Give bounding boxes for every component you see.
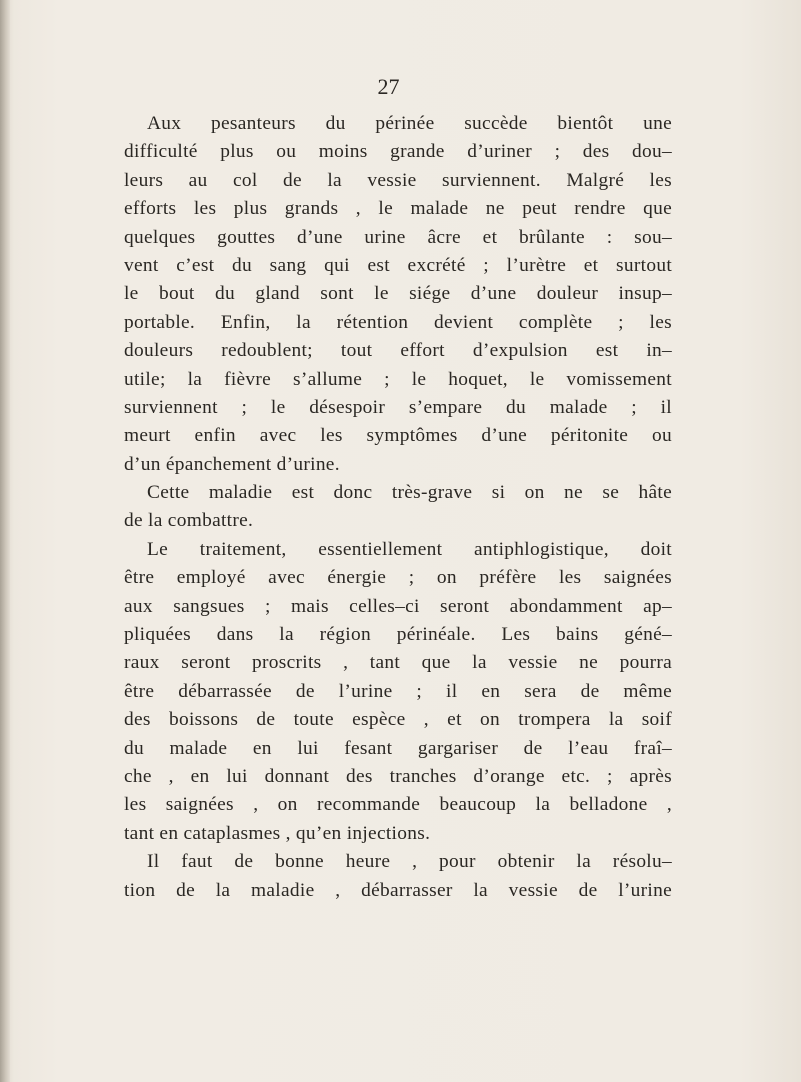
text-line: Il faut de bonne heure , pour obtenir la résolu– — [147, 851, 672, 873]
page-number: 27 — [377, 74, 400, 99]
text-line: Cette maladie est donc très-grave si on ne se hâte — [147, 482, 672, 504]
text-line: les saignées , on recommande beaucoup la belladone , — [124, 794, 672, 816]
text-line: tion de la maladie , débarrasser la vessie de l’urine — [124, 879, 672, 901]
binding-edge — [0, 0, 10, 1082]
text-line: difficulté plus ou moins grande d’uriner ; des dou– — [124, 141, 672, 163]
text-line: utile; la fièvre s’allume ; le hoquet, le vomissement — [124, 368, 672, 390]
text-line: tant en cataplasmes , qu’en injections. — [124, 822, 431, 844]
text-line: surviennent ; le désespoir s’empare du malade ; il — [124, 396, 672, 418]
text-line: efforts les plus grands , le malade ne peut rendre que — [124, 198, 672, 220]
text-line: être débarrassée de l’urine ; il en sera de même — [124, 680, 672, 702]
text-line: portable. Enfin, la rétention devient complète ; les — [124, 311, 672, 333]
text-line: Le traitement, essentiellement antiphlogistique, doit — [147, 538, 672, 560]
text-line: du malade en lui fesant gargariser de l’eau fraî– — [124, 737, 672, 759]
text-line: Aux pesanteurs du périnée succède bientôt une — [147, 113, 672, 134]
text-line: vent c’est du sang qui est excrété ; l’urètre et surtout — [124, 254, 672, 276]
text-line: leurs au col de la vessie surviennent. Malgré les — [124, 169, 672, 191]
text-line: raux seront proscrits , tant que la vessie ne pourra — [124, 652, 672, 674]
text-line: che , en lui donnant des tranches d’orange etc. ; après — [124, 765, 672, 787]
text-line: de la combattre. — [124, 510, 254, 532]
body-text — [124, 110, 672, 905]
text-line: meurt enfin avec les symptômes d’une péritonite ou — [124, 425, 672, 447]
text-line: d’un épanchement d’urine. — [124, 453, 340, 475]
text-line: douleurs redoublent; tout effort d’expulsion est in– — [124, 340, 672, 362]
text-line: des boissons de toute espèce , et on trompera la soif — [124, 709, 672, 731]
text-line: aux sangsues ; mais celles–ci seront abondamment ap– — [124, 595, 672, 617]
text-line: pliquées dans la région périnéale. Les bains géné– — [124, 624, 672, 646]
text-line: être employé avec énergie ; on préfère les saignées — [124, 567, 672, 589]
text-line: quelques gouttes d’une urine âcre et brûlante : sou– — [124, 226, 672, 248]
text-line: le bout du gland sont le siége d’une douleur insup– — [124, 283, 672, 305]
